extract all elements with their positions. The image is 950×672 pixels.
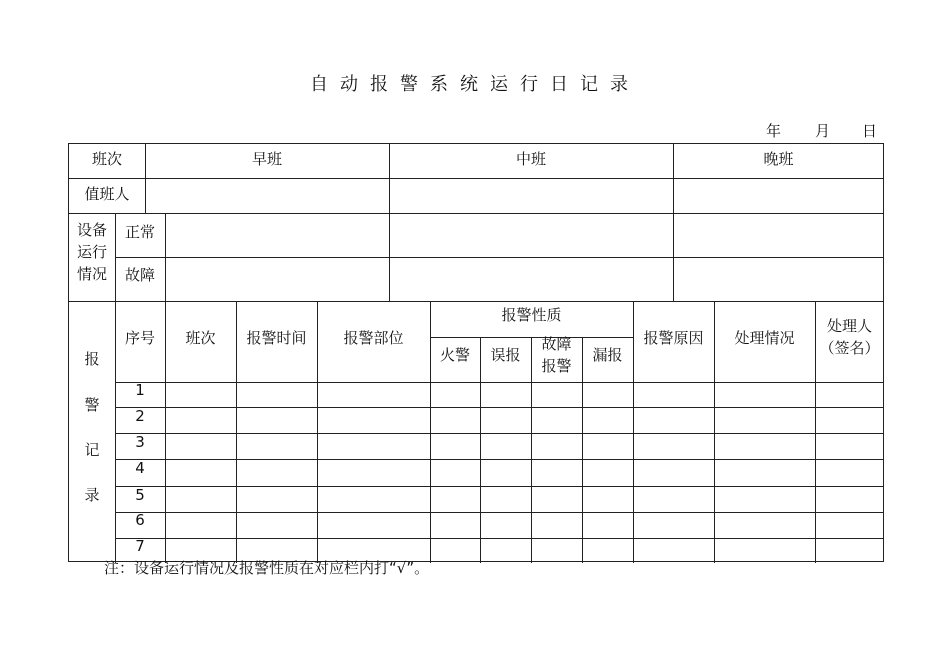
row-divider [115, 486, 884, 487]
row-number: 4 [135, 459, 145, 477]
date-day-label: 日 [862, 122, 878, 140]
alarm-record-char: 报 [84, 350, 100, 368]
alarm-cause-header: 报警原因 [643, 329, 704, 347]
row-divider [115, 538, 884, 539]
alarm-nature-header: 报警性质 [501, 306, 562, 324]
night-shift-header: 晚班 [763, 150, 794, 168]
on-duty-label: 值班人 [84, 185, 130, 203]
row-divider [115, 512, 884, 513]
alarm-time-header: 报警时间 [246, 329, 307, 347]
col-divider [430, 301, 431, 563]
row-number: 2 [135, 407, 145, 425]
alarm-location-header: 报警部位 [343, 329, 404, 347]
handling-header: 处理情况 [734, 329, 795, 347]
record-table [68, 143, 884, 562]
shift-header: 班次 [91, 150, 122, 168]
row-number: 6 [135, 511, 145, 529]
fault-alarm-header: 故障 报警 [541, 335, 572, 375]
footnote: 注：设备运行情况及报警性质在对应栏内打“√”。 [104, 559, 430, 577]
row-number: 3 [135, 433, 145, 451]
handler-header: 处理人 （签名） [819, 317, 880, 357]
early-shift-header: 早班 [251, 150, 282, 168]
row-divider [115, 459, 884, 460]
middle-shift-header: 中班 [515, 150, 546, 168]
seq-header: 序号 [124, 329, 155, 347]
normal-label: 正常 [124, 223, 155, 241]
alarm-shift-header: 班次 [185, 329, 216, 347]
col-divider [165, 213, 166, 563]
col-divider [582, 337, 583, 563]
page-title: 自动报警系统运行日记录 [310, 74, 640, 95]
missed-alarm-header: 漏报 [592, 346, 623, 364]
fault-label: 故障 [124, 266, 155, 284]
alarm-record-char: 警 [84, 396, 100, 414]
row-number: 5 [135, 486, 145, 504]
row-divider [69, 301, 884, 302]
alarm-record-char: 记 [84, 441, 100, 459]
row-number: 1 [135, 381, 145, 399]
row-divider [69, 213, 884, 214]
device-status-label: 设备 运行 情况 [76, 221, 107, 283]
col-divider [480, 337, 481, 563]
row-divider [115, 382, 884, 383]
row-divider [69, 178, 884, 179]
row-divider [115, 433, 884, 434]
row-divider [115, 257, 884, 258]
fire-alarm-header: 火警 [439, 346, 470, 364]
date-year-label: 年 [766, 122, 782, 140]
row-number: 7 [135, 537, 145, 555]
alarm-record-char: 录 [84, 486, 100, 504]
false-alarm-header: 误报 [490, 346, 521, 364]
date-month-label: 月 [815, 122, 831, 140]
row-divider [115, 407, 884, 408]
